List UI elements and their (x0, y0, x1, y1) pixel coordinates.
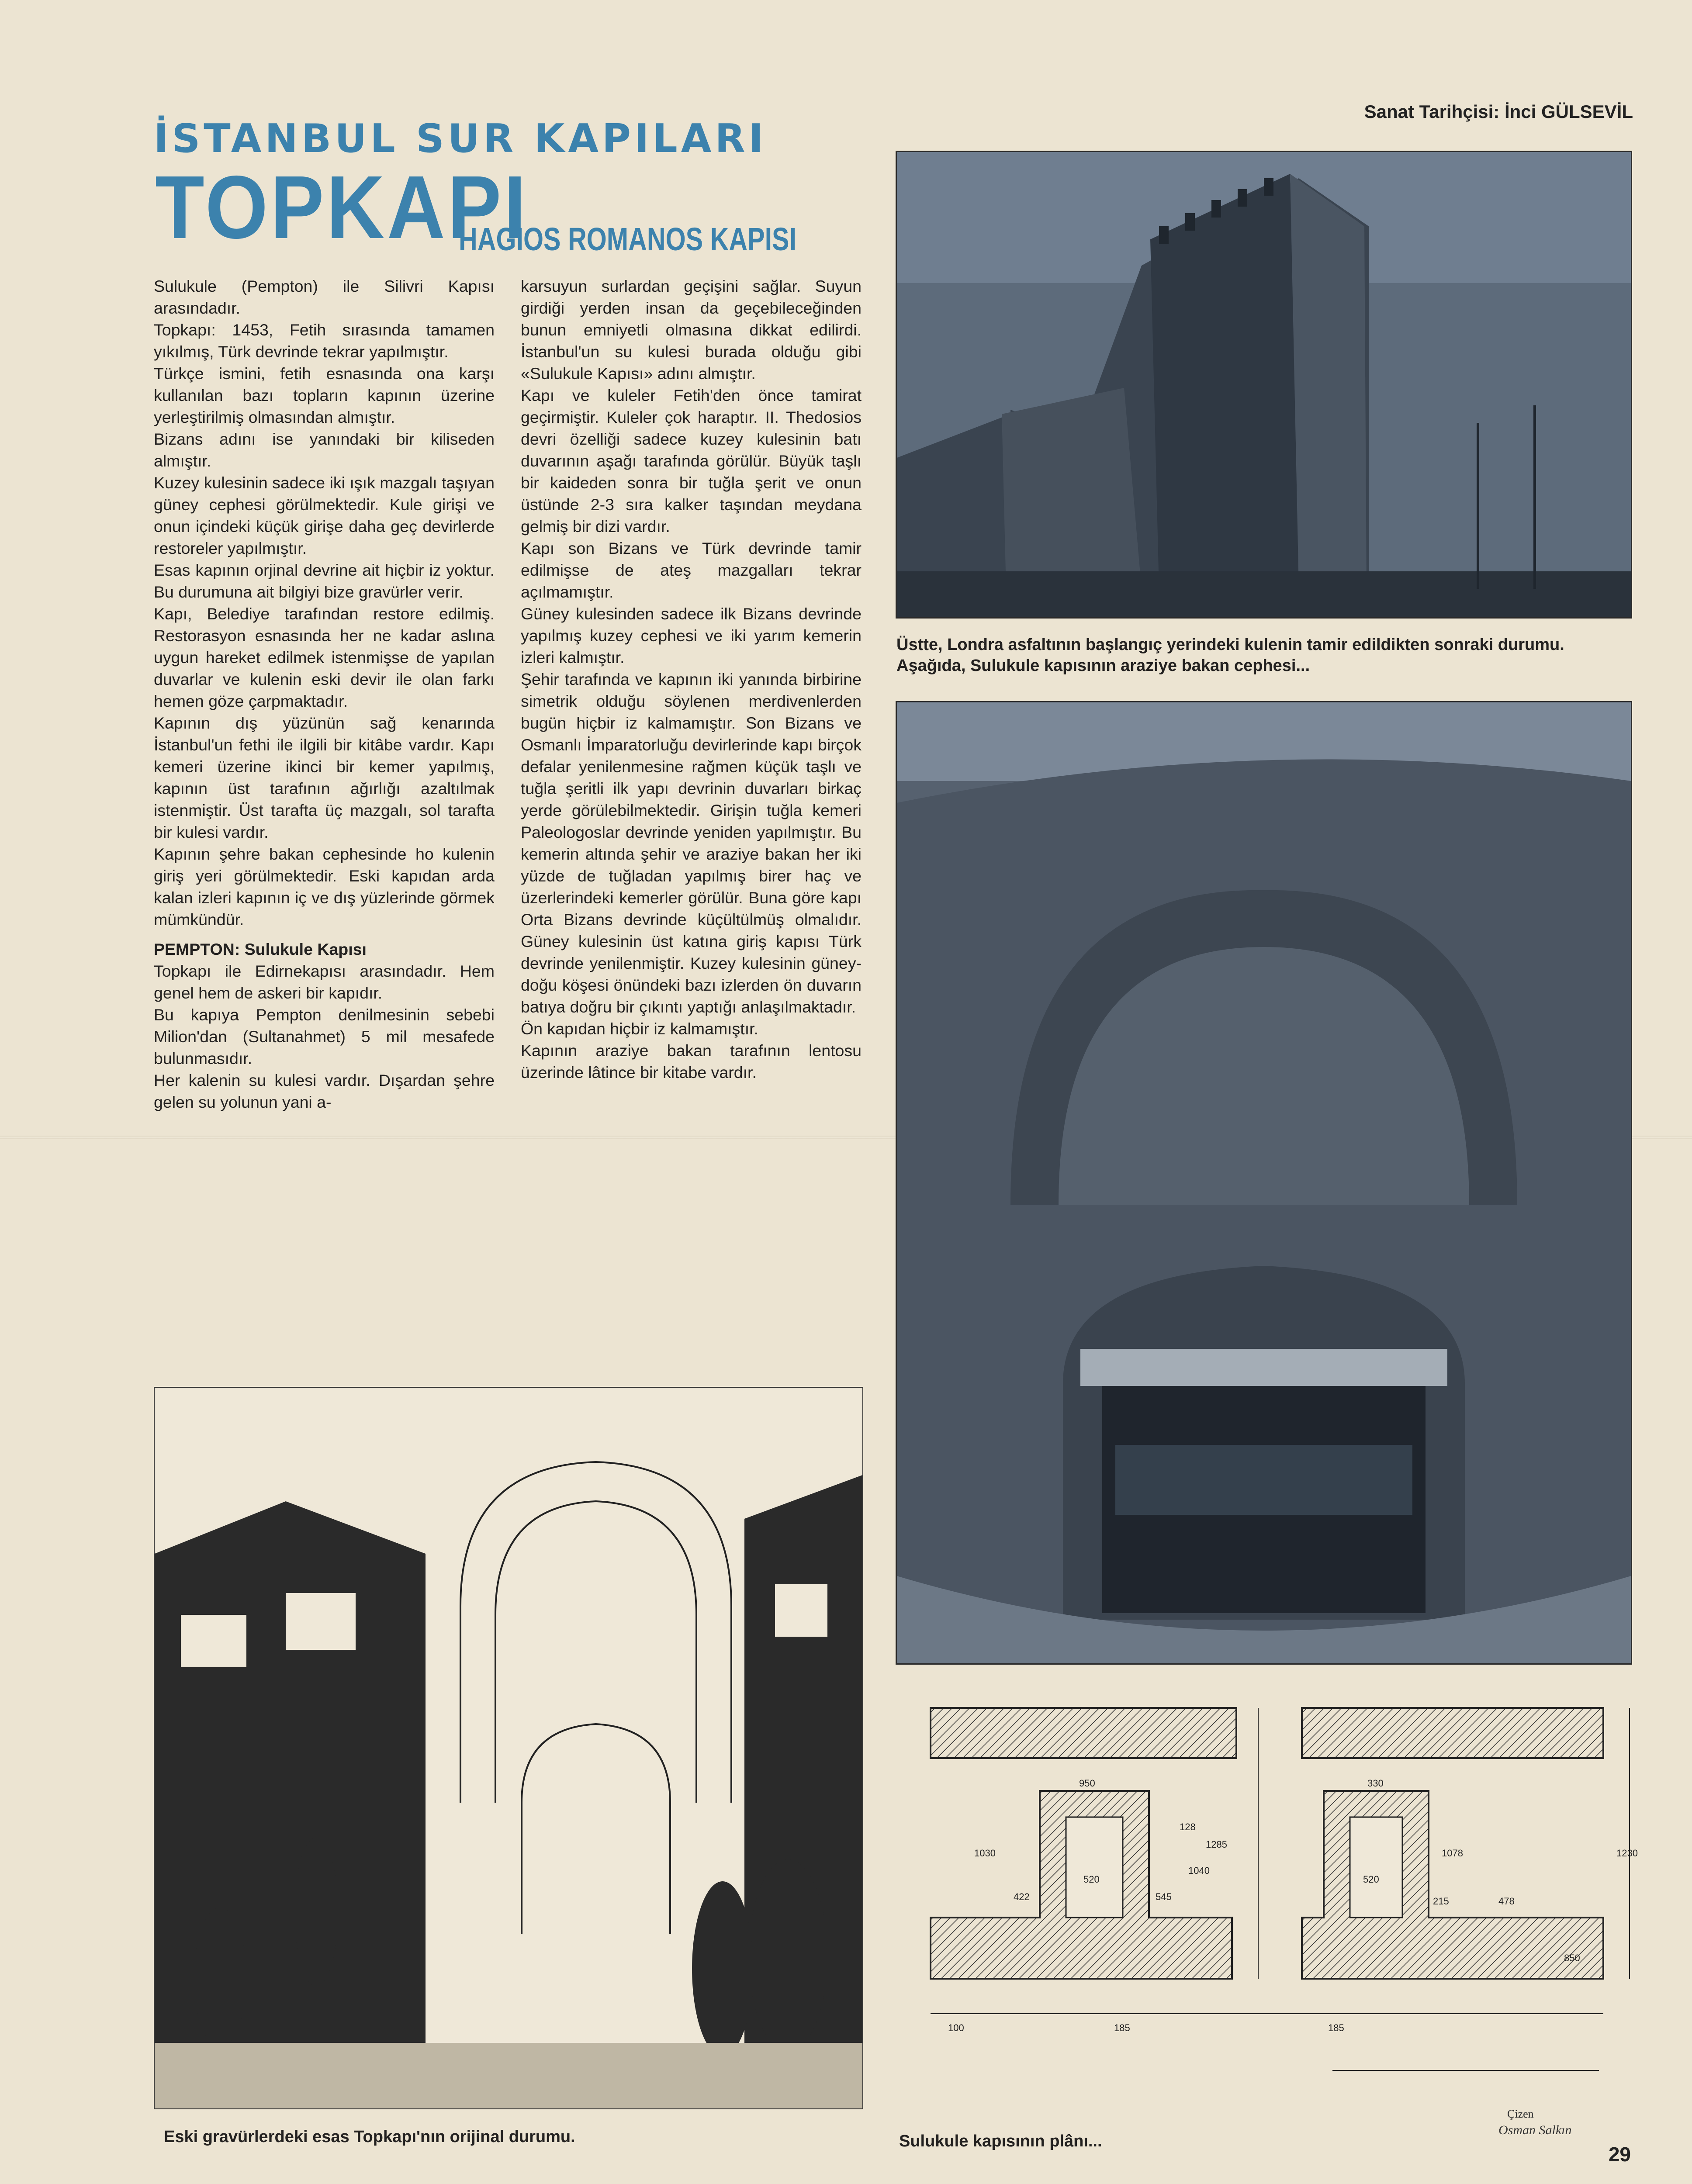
plan-dimension: 1040 (1188, 1865, 1210, 1876)
paragraph: Kuzey kulesinin sadece iki ışık mazgalı taşıyan güney cephesi görülmektedir. Kule girişi ve onun içindeki küçük girişe daha geç devirlerde restoreler yapılmıştır. (154, 473, 495, 557)
plan-dimension: 478 (1498, 1896, 1515, 1907)
gate-engraving (154, 1387, 863, 2109)
plan-dimension: 950 (1079, 1778, 1095, 1789)
section-heading: PEMPTON: Sulukule Kapısı (154, 940, 367, 958)
plan-dimension: 1078 (1442, 1848, 1463, 1859)
plan-dimension: 1030 (974, 1848, 996, 1859)
text-column-1 (154, 275, 495, 1113)
paragraph: Türkçe ismini, fetih esnasında ona karşı kullanılan bazı topların kapının üzerine yerleştirilmiş olmasından almıştır. (154, 364, 495, 426)
paragraph: Bu kapıya Pempton denilmesinin sebebi Milion'dan (Sultanahmet) 5 mil mesafede bulunmasıdır. (154, 1006, 495, 1068)
plan-drawing (917, 1699, 1651, 2114)
photo-caption: Üstte, Londra asfaltının başlangıç yerindeki kulenin tamir edildikten sonraki durumu. Aşağıda, Sulukule kapısının araziye bakan cephesi... (896, 636, 1564, 675)
paragraph: Kapının araziye bakan tarafının lentosu üzerinde lâtince bir kitabe vardır. (521, 1041, 862, 1082)
drawn-by-label: Çizen (1507, 2108, 1534, 2120)
plan-dimension: 100 (948, 2022, 964, 2033)
engraving-image (155, 1388, 862, 2108)
author-byline: Sanat Tarihçisi: İnci GÜLSEVİL (1364, 101, 1633, 122)
paragraph: Sulukule (Pempton) ile Silivri Kapısı arasındadır. (154, 277, 495, 317)
text-column-2 (521, 275, 862, 1083)
article-title: TOPKAPI (155, 157, 529, 257)
paragraph: Topkapı: 1453, Fetih sırasında tamamen yıkılmış, Türk devrinde tekrar yapılmıştır. (154, 321, 495, 361)
gate-photo (896, 701, 1632, 1665)
plan-caption: Sulukule kapısının plânı... (899, 2132, 1102, 2150)
tower-photo (896, 151, 1632, 619)
tower-photo-image (897, 152, 1631, 617)
plan-dimension: 850 (1564, 1952, 1580, 1963)
paragraph: Kapının dış yüzünün sağ kenarında İstanbul'un fethi ile ilgili bir kitâbe vardır. Kapı kemeri üzerine ikinci bir kemer yapılmış, kapının üst tarafının ağırlığı azaltılmak istenmiştir. Üst tarafta üç mazgalı, sol tarafta bir kulesi vardır. (154, 714, 495, 841)
paragraph: Şehir tarafında ve kapının iki yanında birbirine simetrik olduğu söylenen merdivenlerden bugün hiçbir iz kalmamıştır. Son Bizans ve Osmanlı İmparatorluğu devirlerinde kapı birçok defalar yenilenmesine rağmen küçük taşlı ve tuğla şeritli ilk yapı devrinin duvarları birkaç yerde görülebilmektedir. Girişin tuğla kemeri Paleologoslar devrinde yeniden yapılmıştır. Bu kemerin altında şehir ve araziye bakan her iki yüzde de tuğladan yapılmış birer haç ve üzerlerindeki kemerler görülür. Buna göre kapı Orta Bizans devrinde küçültülmüş olmalıdır. Güney kulesinin üst katına giriş kapısı Türk devrinde yenilenmiştir. Kuzey kulesinin güney-doğu köşesi önündeki bazı izlerden ön duvarın batıya doğru bir çıkıntı yaptığı anlaşılmaktadır. (521, 670, 862, 1016)
plan-dimension: 128 (1180, 1821, 1196, 1832)
plan-dimension: 520 (1083, 1874, 1100, 1885)
gate-floor-plan (917, 1699, 1651, 2114)
plan-dimension: 1230 (1616, 1848, 1638, 1859)
engraving-caption: Eski gravürlerdeki esas Topkapı'nın orijinal durumu. (164, 2128, 575, 2146)
gate-photo-image (897, 702, 1631, 1663)
paragraph: Kapı son Bizans ve Türk devrinde tamir edilmişse de ateş mazgalları tekrar açılmamıştır. (521, 539, 862, 601)
paragraph: Kapı, Belediye tarafından restore edilmiş. Restorasyon esnasında her ne kadar aslına uygun hareket edilmek istenmişse de yapılan duvarlar ve kulenin eski devir ile olan farkı hemen göze çarpmaktadır. (154, 605, 495, 710)
paragraph: karsuyun surlardan geçişini sağlar. Suyun girdiği yerden insan da geçebileceğinden bunun emniyetli olmasına dikkat edilirdi. İstanbul'un su kulesi burada olduğu gibi «Sulukule Kapısı» adını almıştır. (521, 277, 862, 383)
paragraph: Her kalenin su kulesi vardır. Dışardan şehre gelen su yolunun yani a- (154, 1071, 495, 1111)
plan-dimension: 185 (1328, 2022, 1344, 2033)
paragraph: Kapının şehre bakan cephesinde ho kulenin giriş yeri görülmektedir. Eski kapıdan arda kalan izleri kapının iç ve dış yüzlerinde görmek mümkündür. (154, 845, 495, 929)
drawn-by-name: Osman Salkın (1498, 2123, 1572, 2137)
plan-dimension: 422 (1014, 1891, 1030, 1902)
paragraph: Esas kapının orjinal devrine ait hiçbir iz yoktur. Bu durumuna ait bilgiyi bize gravürler verir. (154, 561, 495, 601)
paragraph: Ön kapıdan hiçbir iz kalmamıştır. (521, 1019, 758, 1038)
page-number: 29 (1608, 2143, 1631, 2166)
plan-dimension: 520 (1363, 1874, 1379, 1885)
paragraph: Kapı ve kuleler Fetih'den önce tamirat geçirmiştir. Kuleler çok haraptır. II. Thedosios devri özelliği sadece kuzey kulesinin batı duvarının aşağı tarafında görülür. Büyük taşlı bir kaideden sonra bir tuğla şerit ve onun üstünde 2-3 sıra kalker taşından meydana gelmiş bir dizi vardır. (521, 386, 862, 536)
article-subtitle: HAGIOS ROMANOS KAPISI (459, 221, 796, 257)
paragraph: Topkapı ile Edirnekapısı arasındadır. Hem genel hem de askeri bir kapıdır. (154, 962, 495, 1002)
plan-dimension: 545 (1156, 1891, 1172, 1902)
paragraph: Bizans adını ise yanındaki bir kiliseden almıştır. (154, 430, 495, 470)
plan-dimension: 215 (1433, 1896, 1449, 1907)
plan-dimension: 1285 (1206, 1839, 1227, 1850)
series-kicker: İSTANBUL SUR KAPILARI (154, 116, 767, 162)
plan-dimension: 330 (1367, 1778, 1384, 1789)
paragraph: Güney kulesinden sadece ilk Bizans devrinde yapılmış kuzey cephesi ve iki yarım kemerin izleri kalmıştır. (521, 605, 862, 667)
plan-dimension: 185 (1114, 2022, 1130, 2033)
